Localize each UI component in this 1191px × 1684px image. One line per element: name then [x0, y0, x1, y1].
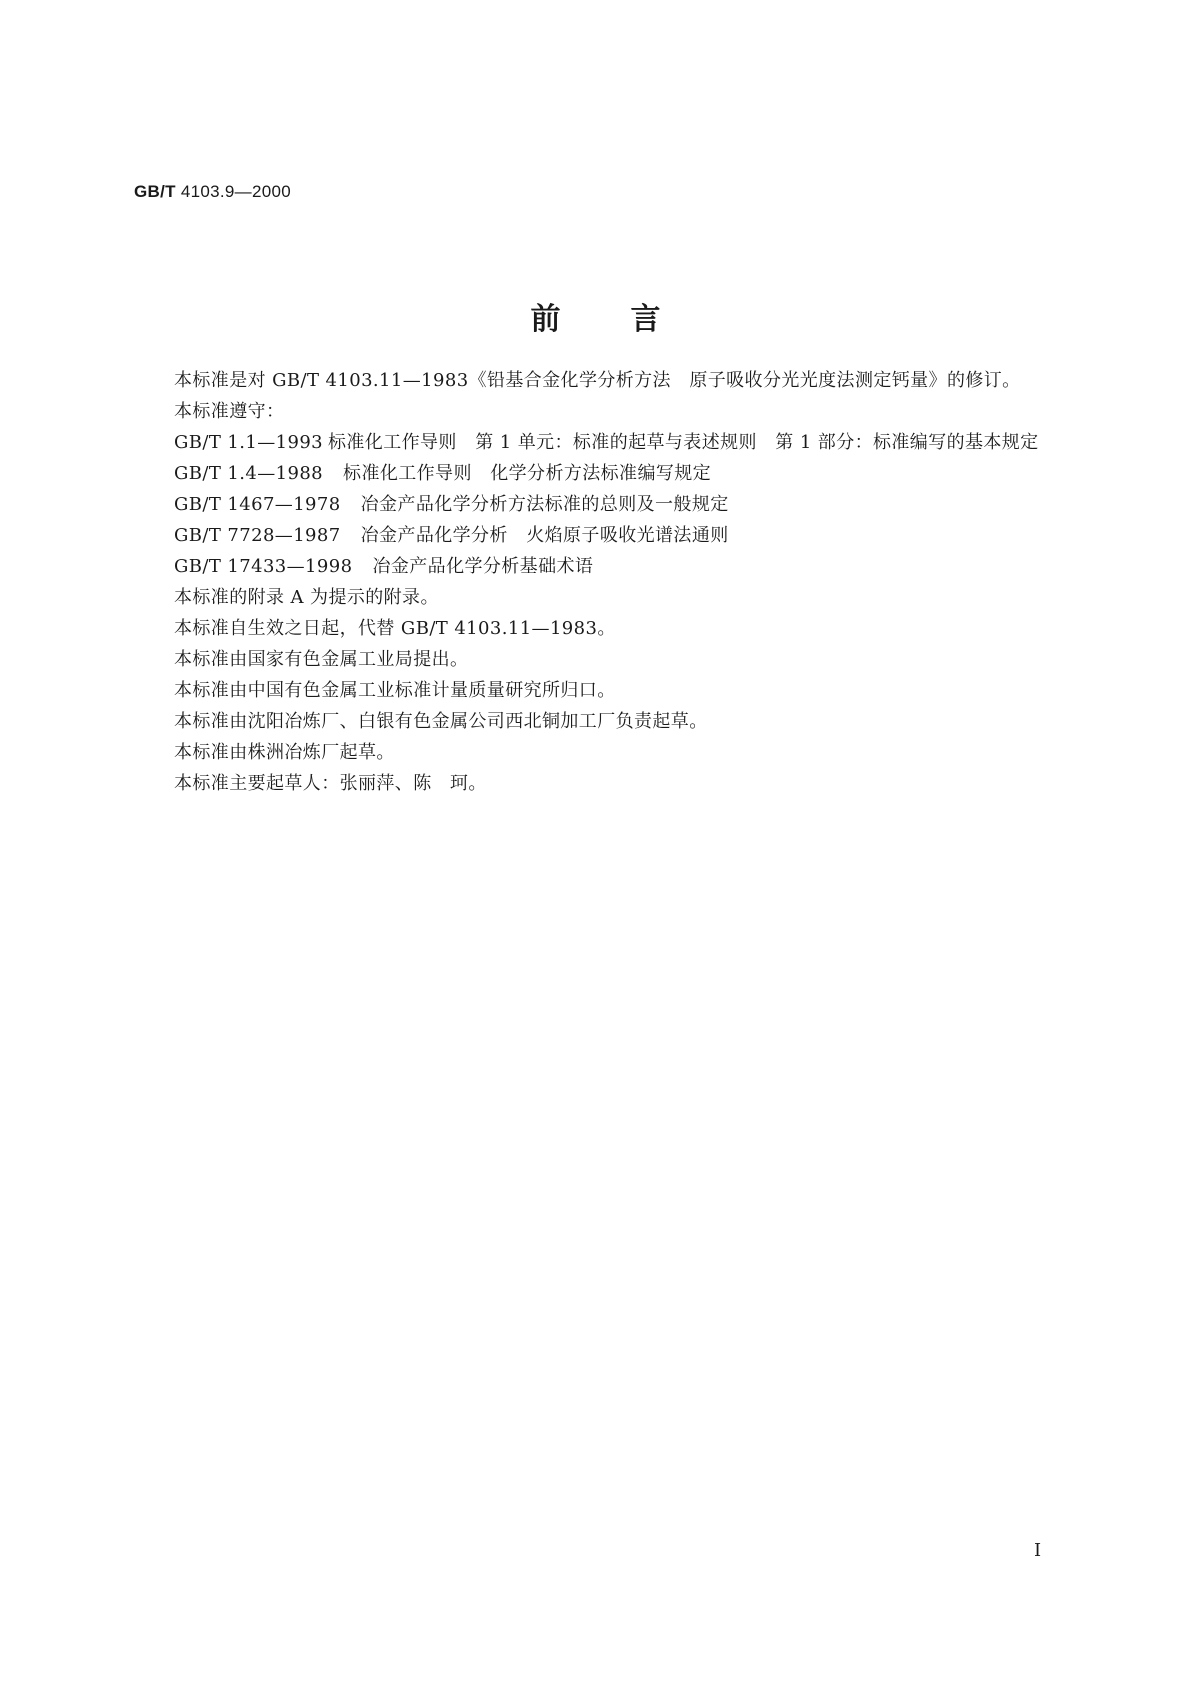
standard-code-number: 4103.9—2000 — [180, 182, 291, 201]
note-line: 本标准由沈阳冶炼厂、白银有色金属公司西北铜加工厂负责起草。 — [174, 711, 708, 732]
reference-title: 冶金产品化学分析方法标准的总则及一般规定 — [360, 494, 729, 515]
reference-title: 冶金产品化学分析 火焰原子吸收光谱法通则 — [360, 525, 729, 546]
note-line: 本标准的附录 A 为提示的附录。 — [174, 587, 439, 608]
reference-code: GB/T 1467—1978 — [174, 494, 341, 515]
note-line: 本标准由国家有色金属工业局提出。 — [174, 649, 469, 670]
reference-code: GB/T 17433—1998 — [174, 556, 353, 577]
note-line: 本标准主要起草人：张丽萍、陈 珂。 — [174, 773, 487, 794]
note-line: 本标准自生效之日起，代替 GB/T 4103.11—1983。 — [174, 618, 616, 639]
reference-item — [134, 458, 1054, 489]
reference-item — [134, 427, 1054, 458]
page-number: I — [1034, 1540, 1042, 1561]
standard-code — [134, 182, 291, 202]
foreword-body — [134, 365, 1054, 799]
reference-title: 标准化工作导则 化学分析方法标准编写规定 — [343, 463, 712, 484]
reference-item — [134, 520, 1054, 551]
reference-code: GB/T 1.4—1988 — [174, 463, 324, 484]
note-line: 本标准由中国有色金属工业标准计量质量研究所归口。 — [174, 680, 616, 701]
reference-title: 标准化工作导则 第 1 单元：标准的起草与表述规则 第 1 部分：标准编写的基本规定 — [328, 432, 1039, 453]
compliance-intro: 本标准遵守： — [174, 401, 285, 422]
page-title: 前言 — [530, 302, 731, 337]
intro-paragraph: 本标准是对 GB/T 4103.11—1983《铅基合金化学分析方法 原子吸收分光光度法测定钙量》的修订。 — [174, 370, 1021, 391]
note-line: 本标准由株洲冶炼厂起草。 — [174, 742, 395, 763]
reference-code: GB/T 7728—1987 — [174, 525, 341, 546]
standard-code-prefix: GB/T — [134, 182, 176, 201]
reference-code: GB/T 1.1—1993 — [174, 432, 324, 453]
reference-title: 冶金产品化学分析基础术语 — [372, 556, 594, 577]
reference-item — [134, 489, 1054, 520]
reference-item — [134, 551, 1054, 582]
